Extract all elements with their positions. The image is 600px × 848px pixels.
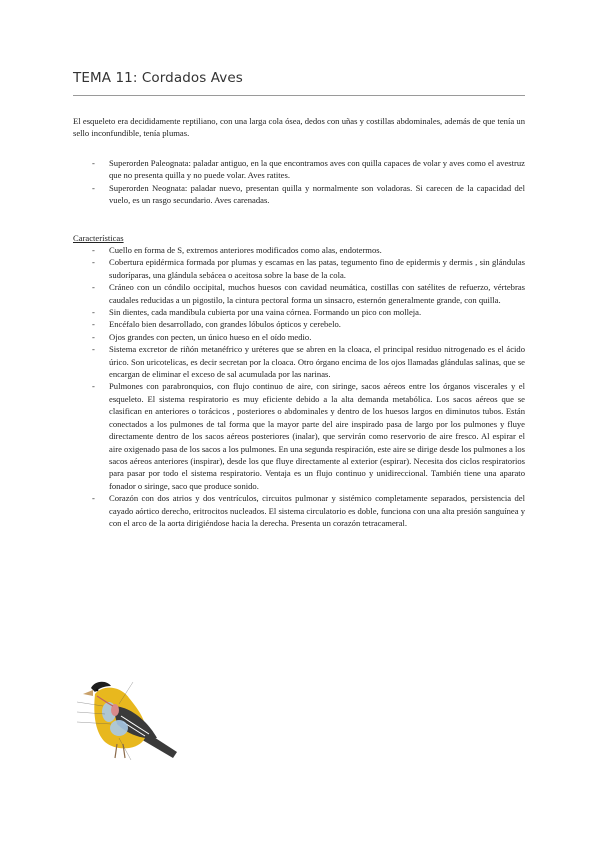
list-item-text: Cráneo con un cóndilo occipital, muchos huesos con cavidad neumática, costillas con satélites de refuerzo, vértebras caudales reducidas a un pigostilo, la cintura pectoral forma un sinsacro, esternón generalmente grande, con quilla. <box>109 282 525 305</box>
list-item <box>73 306 525 318</box>
list-item <box>73 182 525 207</box>
list-item-text: Encéfalo bien desarrollado, con grandes lóbulos ópticos y cerebelo. <box>109 319 341 330</box>
bird-illustration <box>73 672 185 772</box>
dash-bullet: - <box>92 182 95 193</box>
list-item <box>73 343 525 380</box>
dash-bullet: - <box>92 158 95 168</box>
dash-bullet: - <box>92 245 95 255</box>
air-sac <box>110 720 128 736</box>
dash-bullet: - <box>92 344 95 355</box>
list-item-text: Cuello en forma de S, extremos anteriores modificados como alas, endotermos. <box>109 245 382 255</box>
list-item <box>73 256 525 281</box>
list-item-text: Superorden Neognata: paladar nuevo, presentan quilla y normalmente son voladoras. Si carecen de la capacidad del vuelo, es un rasgo secundario. Aves carenadas. <box>109 182 525 206</box>
list-item-text: Corazón con dos atrios y dos ventrículos, circuitos pulmonar y sistémico completamente separados, persistencia del cayado aórtico derecho, eritrocitos nucleados. El sistema circulatorio es doble, funciona con una alta presión sanguínea y con el arco de la aorta dirigiéndose hacia la derecha. Presenta un corazón tetracameral. <box>109 493 525 528</box>
list-item <box>73 281 525 306</box>
list-item-text: Pulmones con parabronquios, con flujo continuo de aire, con siringe, sacos aéreos entre los órganos viscerales y el esqueleto. El sistema respiratorio es muy eficiente debido a la alta demanda metabólica. Los sacos aéreos que se clasifican en anteriores o torácicos , posteriores o abdominales y dentro de los huesos largos en diminutos tubos. Están conectados a los pulmones de tal forma que la mayor parte del aire inspirado pasa de largo por los pulmones y fluye directamente dentro de los sacos aéreos posteriores (inalar), que servirán como reservorio de aire fresco. Al espirar el aire oxigenado pasa de los sacos a los pulmones. En una segunda respiración, este aire se dirige desde los pulmones a los sacos aéreos anteriores (inspirar), desde los que fluye directamente al exterior (espirar). Necesita dos ciclos respiratorios para pasar por todo el sistema respiratorio. Ventaja es un flujo continuo y unidireccional. También tiene una aparato fonador o siringe, saco que produce sonido. <box>109 381 525 491</box>
list-item <box>73 380 525 492</box>
dash-bullet: - <box>92 319 95 330</box>
title-divider <box>73 95 525 96</box>
bird-respiratory-diagram <box>73 672 185 772</box>
list-item <box>73 157 525 182</box>
list-item-text: Sistema excretor de riñón metanéfrico y uréteres que se abren en la cloaca, el principal residuo nitrogenado es el ácido úrico. Son uricotelicas, es decir secretan por la cloaca. Otro órgano encima de los ojos llamadas glándulas salinas, que se encargan de eliminar el exceso de sal acumulada por las narinas. <box>109 344 525 380</box>
dash-bullet: - <box>92 282 95 293</box>
list-item-text: Superorden Paleognata: paladar antiguo, en la que encontramos aves con quilla capaces de volar y aves como el avestruz que no presenta quilla y no puede volar. Aves ratites. <box>109 158 525 181</box>
list-item-text: Sin dientes, cada mandíbula cubierta por una vaina córnea. Formando un pico con molleja. <box>109 307 422 318</box>
dash-bullet: - <box>92 493 95 504</box>
list-item-text: Cobertura epidérmica formada por plumas y escamas en las patas, tegumento fino de epidermis y dermis , sin glándulas sudoríparas, una glándula sebácea o aceitosa sobre la base de la cola. <box>109 257 525 280</box>
bird-beak <box>83 690 93 696</box>
list-item <box>73 492 525 529</box>
bird-eye <box>96 689 99 692</box>
list-item-text: Ojos grandes con pecten, un único hueso en el oído medio. <box>109 331 312 342</box>
dash-bullet: - <box>92 257 95 268</box>
list-item <box>73 331 525 343</box>
page-title: TEMA 11: Cordados Aves <box>73 70 243 86</box>
intro-paragraph: El esqueleto era decididamente reptiliano, con una larga cola ósea, dedos con uñas y costillas abdominales, además de que tenía un sello inconfundible, tenía plumas. <box>73 116 525 139</box>
superorder-list <box>73 157 525 207</box>
dash-bullet: - <box>92 331 95 342</box>
characteristics-heading: Características <box>73 233 124 243</box>
characteristics-list <box>73 244 525 529</box>
dash-bullet: - <box>92 307 95 318</box>
list-item <box>73 318 525 330</box>
dash-bullet: - <box>92 381 95 392</box>
list-item <box>73 244 525 256</box>
